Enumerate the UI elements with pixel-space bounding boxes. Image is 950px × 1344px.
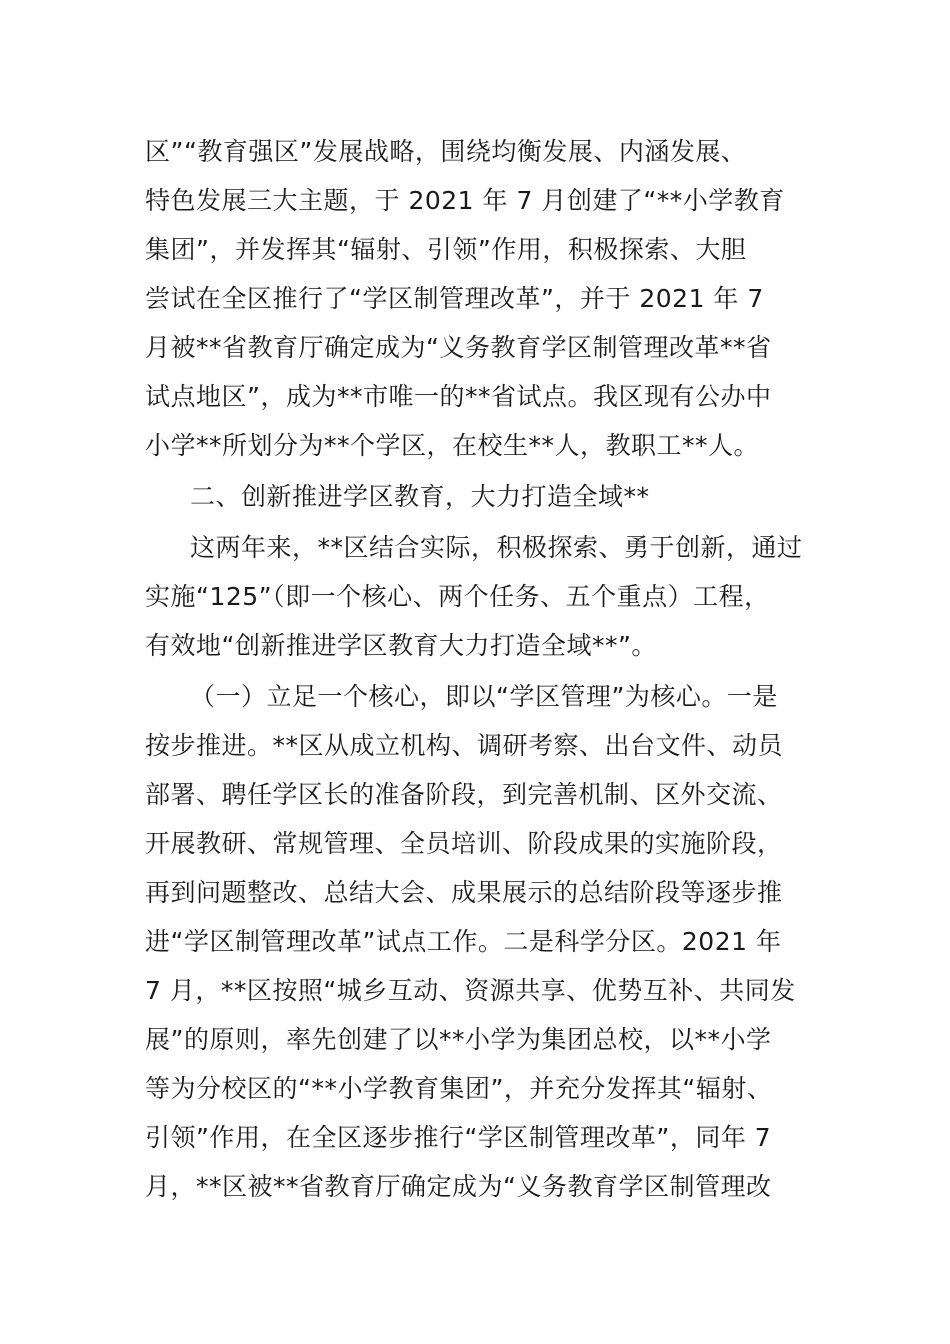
text-line: 等为分校区的“**小学教育集团”，并充分发挥其“辐射、 <box>145 1074 773 1103</box>
text-line: 试点地区”，成为**市唯一的**省试点。我区现有公办中 <box>145 382 772 411</box>
text-line: 特色发展三大主题，于 2021 年 7 月创建了“**小学教育 <box>145 186 785 215</box>
text-line: 7 月，**区按照“城乡互动、资源共享、优势互补、共同发 <box>145 976 796 1005</box>
text-line: 部署、聘任学区长的准备阶段，到完善机制、区外交流、 <box>145 780 783 809</box>
text-line: 引领”作用，在全区逐步推行“学区制管理改革”，同年 7 <box>145 1123 772 1152</box>
text-line: 尝试在全区推行了“学区制管理改革”，并于 2021 年 7 <box>145 284 764 313</box>
text-line: 这两年来，**区结合实际，积极探索、勇于创新，通过 <box>190 533 803 562</box>
text-line: 实施“125”（即一个核心、两个任务、五个重点）工程， <box>145 582 770 611</box>
section-heading: 二、创新推进学区教育，大力打造全域** <box>190 482 650 511</box>
subsection-line: （一）立足一个核心，即以“学区管理”为核心。一是 <box>190 682 778 711</box>
text-line: 月被**省教育厅确定成为“义务教育学区制管理改革**省 <box>145 333 772 362</box>
text-line: 进“学区制管理改革”试点工作。二是科学分区。2021 年 <box>145 927 782 956</box>
text-line: 开展教研、常规管理、全员培训、阶段成果的实施阶段， <box>145 829 783 858</box>
text-line: 有效地“创新推进学区教育大力打造全域**”。 <box>145 631 657 660</box>
text-line: 小学**所划分为**个学区，在校生**人，教职工**人。 <box>145 431 760 460</box>
text-line: 集团”，并发挥其“辐射、引领”作用，积极探索、大胆 <box>145 235 747 264</box>
text-line: 按步推进。**区从成立机构、调研考察、出台文件、动员 <box>145 731 784 760</box>
text-line: 展”的原则，率先创建了以**小学为集团总校，以**小学 <box>145 1025 772 1054</box>
text-line: 区”“教育强区”发展战略，围绕均衡发展、内涵发展、 <box>145 137 747 166</box>
text-line: 月，**区被**省教育厅确定成为“义务教育学区制管理改 <box>145 1172 772 1201</box>
text-line: 再到问题整改、总结大会、成果展示的总结阶段等逐步推 <box>145 878 783 907</box>
